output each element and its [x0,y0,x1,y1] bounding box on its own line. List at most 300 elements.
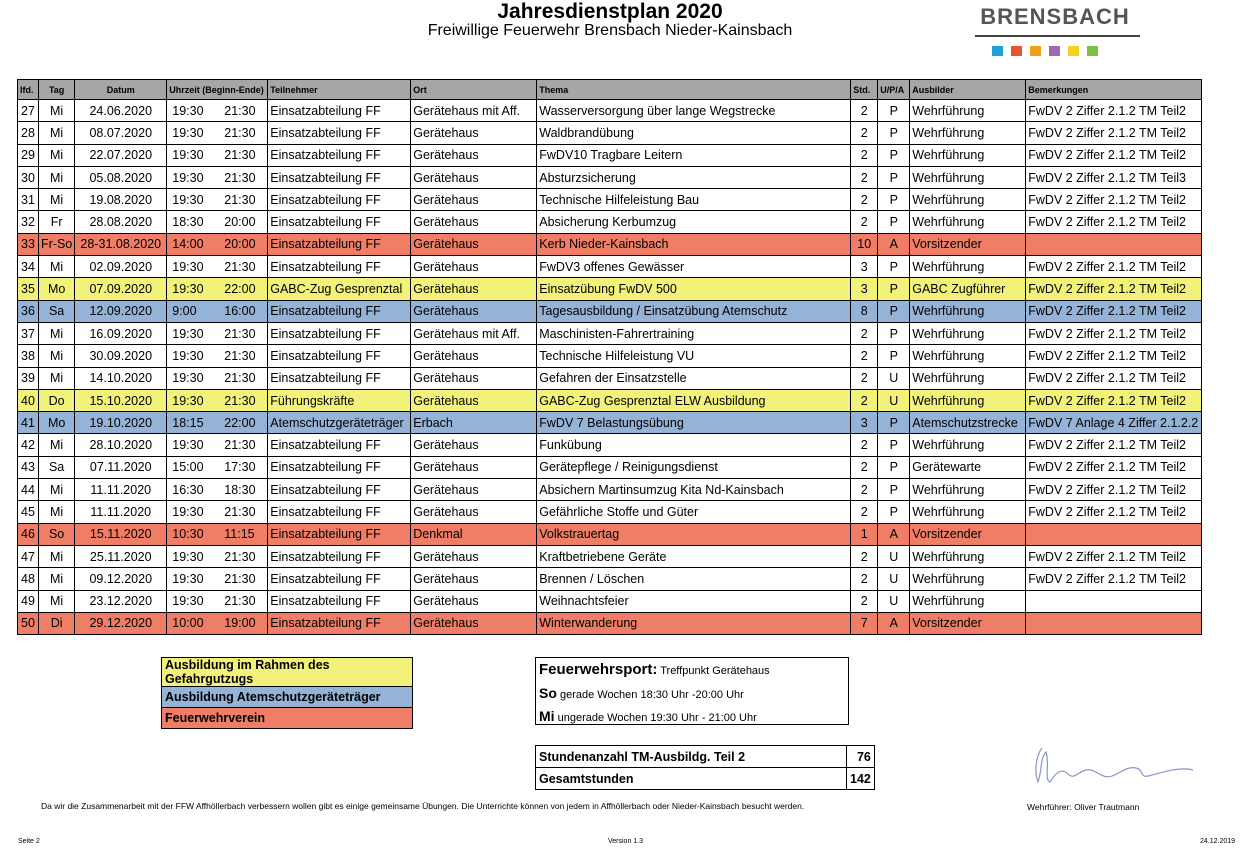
cell-uhrzeit [167,367,268,389]
cell-teilnehmer: Einsatzabteilung FF [268,211,411,233]
cell-datum: 19.10.2020 [75,412,167,434]
cell-lfd: 41 [18,412,39,434]
cell-bemerkung [1026,523,1202,545]
cell-ort: Erbach [411,412,537,434]
cell-upa: P [878,300,910,322]
cell-end-time: 20:00 [224,237,256,252]
cell-ort: Gerätehaus [411,612,537,634]
cell-std: 2 [851,590,878,612]
cell-lfd: 40 [18,389,39,411]
brensbach-logo [975,4,1145,56]
cell-teilnehmer: Einsatzabteilung FF [268,166,411,188]
cell-lfd: 50 [18,612,39,634]
cell-std: 10 [851,233,878,255]
table-row [18,345,1202,367]
cell-teilnehmer: Einsatzabteilung FF [268,479,411,501]
cell-tag: Mi [39,144,75,166]
cell-uhrzeit [167,278,268,300]
cell-upa: P [878,479,910,501]
schedule-table [17,79,1202,635]
cell-start-time: 19:30 [172,259,204,274]
table-row [18,501,1202,523]
cell-ausbilder: Atemschutzstrecke [910,412,1026,434]
sport-wednesday-label: Mi [539,708,555,724]
cell-teilnehmer: Einsatzabteilung FF [268,233,411,255]
cell-tag: Sa [39,456,75,478]
cell-lfd: 31 [18,189,39,211]
cell-thema: Technische Hilfeleistung VU [537,345,851,367]
cell-start-time: 19:30 [172,504,204,519]
cell-ausbilder: Wehrführung [910,590,1026,612]
cell-uhrzeit [167,322,268,344]
cell-bemerkung: FwDV 2 Ziffer 2.1.2 TM Teil2 [1026,122,1202,144]
cell-ausbilder: Wehrführung [910,568,1026,590]
cell-upa: P [878,122,910,144]
cell-thema: Winterwanderung [537,612,851,634]
cell-end-time: 18:30 [224,482,256,497]
cell-lfd: 47 [18,545,39,567]
cell-start-time: 9:00 [172,304,197,319]
cell-teilnehmer: Einsatzabteilung FF [268,456,411,478]
document-date: 24.12.2019 [1200,838,1236,845]
cell-uhrzeit [167,456,268,478]
cell-teilnehmer: Einsatzabteilung FF [268,545,411,567]
table-row [18,322,1202,344]
cell-datum: 22.07.2020 [75,144,167,166]
cell-datum: 29.12.2020 [75,612,167,634]
hours-total-label: Gesamtstunden [536,768,847,790]
cell-end-time: 21:30 [224,125,256,140]
table-row [18,612,1202,634]
cell-upa: P [878,456,910,478]
cell-tag: Fr [39,211,75,233]
cell-ort: Gerätehaus [411,122,537,144]
table-row [18,456,1202,478]
cell-end-time: 22:00 [224,415,256,430]
cell-uhrzeit [167,568,268,590]
cell-end-time: 16:00 [224,304,256,319]
cell-lfd: 33 [18,233,39,255]
cell-tag: Do [39,389,75,411]
document-title: Jahresdienstplan 2020 [497,0,723,23]
cell-start-time: 10:30 [172,527,204,542]
cell-teilnehmer: Atemschutzgeräteträger [268,412,411,434]
cell-ausbilder: Wehrführung [910,479,1026,501]
cell-ausbilder: Vorsitzender [910,523,1026,545]
hours-tm-label: Stundenanzahl TM-Ausbildg. Teil 2 [536,746,847,768]
cell-thema: Absichern Martinsumzug Kita Nd-Kainsbach [537,479,851,501]
cell-teilnehmer: Einsatzabteilung FF [268,367,411,389]
cell-thema: Absturzsicherung [537,166,851,188]
cell-start-time: 18:15 [172,415,204,430]
cell-lfd: 37 [18,322,39,344]
cell-end-time: 21:30 [224,393,256,408]
cell-ort: Gerätehaus [411,501,537,523]
cell-std: 3 [851,412,878,434]
cell-bemerkung: FwDV 2 Ziffer 2.1.2 TM Teil2 [1026,100,1202,122]
cell-end-time: 17:30 [224,460,256,475]
cell-lfd: 38 [18,345,39,367]
cell-uhrzeit [167,479,268,501]
cell-bemerkung: FwDV 2 Ziffer 2.1.2 TM Teil2 [1026,434,1202,456]
cell-lfd: 44 [18,479,39,501]
cell-end-time: 19:00 [224,616,256,631]
cell-end-time: 21:30 [224,170,256,185]
cell-ausbilder: Wehrführung [910,144,1026,166]
table-row [18,100,1202,122]
cell-lfd: 46 [18,523,39,545]
cell-uhrzeit [167,612,268,634]
cell-bemerkung: FwDV 2 Ziffer 2.1.2 TM Teil2 [1026,345,1202,367]
cell-uhrzeit [167,144,268,166]
cell-ausbilder: Wehrführung [910,434,1026,456]
cell-end-time: 21:30 [224,326,256,341]
cell-end-time: 21:30 [224,259,256,274]
cell-end-time: 20:00 [224,215,256,230]
cell-std: 3 [851,278,878,300]
cell-upa: U [878,590,910,612]
cell-std: 2 [851,479,878,501]
cell-bemerkung: FwDV 2 Ziffer 2.1.2 TM Teil2 [1026,568,1202,590]
cell-ausbilder: Wehrführung [910,300,1026,322]
cell-uhrzeit [167,590,268,612]
cell-std: 2 [851,211,878,233]
cell-ort: Gerätehaus [411,568,537,590]
cell-ausbilder: Wehrführung [910,211,1026,233]
logo-square [1011,46,1022,56]
cell-upa: P [878,100,910,122]
cell-uhrzeit [167,412,268,434]
cell-start-time: 19:30 [172,103,204,118]
cell-lfd: 43 [18,456,39,478]
hours-total-value: 142 [847,768,875,790]
cell-lfd: 32 [18,211,39,233]
logo-square [1049,46,1060,56]
cell-ausbilder: Wehrführung [910,367,1026,389]
cell-tag: Mi [39,166,75,188]
signature [1028,742,1198,787]
document-subtitle: Freiwillige Feuerwehr Brensbach Nieder-Kainsbach [427,22,793,39]
cell-tag: Mi [39,434,75,456]
col-header-teilnehmer: Teilnehmer [268,80,411,100]
cell-std: 2 [851,189,878,211]
table-row [18,434,1202,456]
cell-upa: P [878,166,910,188]
cell-teilnehmer: Einsatzabteilung FF [268,434,411,456]
cell-upa: P [878,278,910,300]
cell-end-time: 21:30 [224,371,256,386]
cell-ort: Gerätehaus [411,233,537,255]
sport-heading [539,661,770,678]
logo-color-squares [992,46,1098,56]
cell-uhrzeit [167,256,268,278]
cell-lfd: 30 [18,166,39,188]
col-header-ausbilder: Ausbilder [910,80,1026,100]
cell-ort: Gerätehaus [411,590,537,612]
cell-bemerkung [1026,590,1202,612]
cell-ort: Gerätehaus [411,256,537,278]
logo-square [1068,46,1079,56]
cell-thema: GABC-Zug Gesprenztal ELW Ausbildung [537,389,851,411]
sport-sunday-label: So [539,685,557,701]
table-row [18,211,1202,233]
cell-bemerkung: FwDV 2 Ziffer 2.1.2 TM Teil2 [1026,479,1202,501]
cell-teilnehmer: Einsatzabteilung FF [268,590,411,612]
cell-upa: A [878,612,910,634]
cell-thema: Funkübung [537,434,851,456]
cell-std: 2 [851,367,878,389]
cell-ort: Gerätehaus mit Aff. [411,100,537,122]
table-row [18,590,1202,612]
cell-bemerkung [1026,233,1202,255]
footer-note: Da wir die Zusammenarbeit mit der FFW Affhöllerbach verbessern wollen gibt es einige gemeinsame Übungen. Die Unterrichte können von jedem in Affhöllerbach oder Nieder-Kainsbach besucht werden. [41,801,805,811]
cell-upa: A [878,523,910,545]
cell-tag: So [39,523,75,545]
hours-row-total [536,768,875,790]
cell-tag: Di [39,612,75,634]
cell-teilnehmer: Einsatzabteilung FF [268,501,411,523]
cell-std: 7 [851,612,878,634]
cell-ort: Gerätehaus [411,545,537,567]
cell-uhrzeit [167,233,268,255]
cell-ort: Gerätehaus [411,144,537,166]
cell-thema: Tagesausbildung / Einsatzübung Atemschutz [537,300,851,322]
cell-upa: P [878,256,910,278]
table-row [18,523,1202,545]
cell-tag: Mi [39,479,75,501]
table-row [18,122,1202,144]
cell-end-time: 22:00 [224,282,256,297]
cell-std: 2 [851,568,878,590]
cell-thema: Weihnachtsfeier [537,590,851,612]
cell-start-time: 19:30 [172,594,204,609]
table-row [18,568,1202,590]
legend-item-feuerwehrverein: Feuerwehrverein [162,708,413,729]
cell-uhrzeit [167,389,268,411]
cell-std: 2 [851,501,878,523]
cell-tag: Mi [39,189,75,211]
version-label: Version 1.3 [608,838,644,845]
sport-sunday-line [539,685,744,701]
cell-teilnehmer: Einsatzabteilung FF [268,523,411,545]
cell-std: 8 [851,300,878,322]
cell-datum: 23.12.2020 [75,590,167,612]
cell-uhrzeit [167,523,268,545]
cell-upa: P [878,434,910,456]
cell-thema: Technische Hilfeleistung Bau [537,189,851,211]
cell-bemerkung: FwDV 2 Ziffer 2.1.2 TM Teil2 [1026,300,1202,322]
table-row [18,233,1202,255]
cell-bemerkung: FwDV 2 Ziffer 2.1.2 TM Teil2 [1026,545,1202,567]
cell-bemerkung: FwDV 2 Ziffer 2.1.2 TM Teil2 [1026,189,1202,211]
cell-end-time: 21:30 [224,348,256,363]
cell-tag: Mi [39,501,75,523]
cell-uhrzeit [167,434,268,456]
cell-datum: 24.06.2020 [75,100,167,122]
table-row [18,189,1202,211]
cell-ausbilder: Vorsitzender [910,233,1026,255]
footer-wehrfuehrer: Wehrführer: Oliver Trautmann [1027,802,1140,812]
cell-teilnehmer: GABC-Zug Gesprenztal [268,278,411,300]
cell-uhrzeit [167,300,268,322]
cell-teilnehmer: Einsatzabteilung FF [268,256,411,278]
cell-start-time: 14:00 [172,237,204,252]
col-header-tag: Tag [39,80,75,100]
cell-uhrzeit [167,166,268,188]
cell-start-time: 18:30 [172,215,204,230]
table-header-row [18,80,1202,100]
table-row [18,412,1202,434]
cell-end-time: 21:30 [224,504,256,519]
cell-tag: Fr-So [39,233,75,255]
cell-lfd: 42 [18,434,39,456]
col-header-thema: Thema [537,80,851,100]
cell-tag: Mi [39,100,75,122]
cell-teilnehmer: Einsatzabteilung FF [268,100,411,122]
cell-std: 3 [851,256,878,278]
table-row [18,300,1202,322]
table-row [18,166,1202,188]
cell-thema: Brennen / Löschen [537,568,851,590]
cell-start-time: 19:30 [172,549,204,564]
cell-teilnehmer: Einsatzabteilung FF [268,144,411,166]
cell-datum: 28.10.2020 [75,434,167,456]
cell-end-time: 11:15 [224,527,255,542]
cell-upa: P [878,189,910,211]
cell-ausbilder: Wehrführung [910,322,1026,344]
cell-teilnehmer: Einsatzabteilung FF [268,189,411,211]
cell-bemerkung [1026,612,1202,634]
cell-start-time: 19:30 [172,393,204,408]
table-row [18,389,1202,411]
cell-teilnehmer: Führungskräfte [268,389,411,411]
cell-uhrzeit [167,345,268,367]
sport-wednesday-text: ungerade Wochen 19:30 Uhr - 21:00 Uhr [557,712,757,724]
logo-square [992,46,1003,56]
cell-ausbilder: Vorsitzender [910,612,1026,634]
cell-thema: Wasserversorgung über lange Wegstrecke [537,100,851,122]
cell-tag: Mo [39,412,75,434]
cell-ausbilder: Wehrführung [910,100,1026,122]
cell-end-time: 21:30 [224,148,256,163]
cell-upa: P [878,144,910,166]
logo-square [1030,46,1041,56]
cell-ort: Gerätehaus [411,479,537,501]
cell-tag: Sa [39,300,75,322]
table-row [18,256,1202,278]
cell-uhrzeit [167,501,268,523]
cell-bemerkung: FwDV 2 Ziffer 2.1.2 TM Teil3 [1026,166,1202,188]
sport-wednesday-line [539,708,757,724]
table-row [18,278,1202,300]
cell-lfd: 34 [18,256,39,278]
col-header-upa: U/P/A [878,80,910,100]
cell-datum: 08.07.2020 [75,122,167,144]
cell-upa: P [878,345,910,367]
cell-tag: Mi [39,568,75,590]
cell-thema: Waldbrandübung [537,122,851,144]
cell-lfd: 28 [18,122,39,144]
cell-start-time: 19:30 [172,148,204,163]
cell-start-time: 19:30 [172,348,204,363]
cell-bemerkung: FwDV 2 Ziffer 2.1.2 TM Teil2 [1026,389,1202,411]
cell-thema: Kerb Nieder-Kainsbach [537,233,851,255]
cell-start-time: 19:30 [172,125,204,140]
cell-teilnehmer: Einsatzabteilung FF [268,322,411,344]
cell-tag: Mi [39,345,75,367]
cell-upa: P [878,211,910,233]
cell-upa: P [878,501,910,523]
cell-thema: Volkstrauertag [537,523,851,545]
cell-end-time: 21:30 [224,549,256,564]
cell-bemerkung: FwDV 2 Ziffer 2.1.2 TM Teil2 [1026,501,1202,523]
cell-bemerkung: FwDV 2 Ziffer 2.1.2 TM Teil2 [1026,278,1202,300]
cell-datum: 07.11.2020 [75,456,167,478]
cell-ausbilder: Wehrführung [910,166,1026,188]
cell-ort: Gerätehaus [411,456,537,478]
cell-tag: Mi [39,590,75,612]
table-row [18,479,1202,501]
hours-row-tm [536,746,875,768]
cell-bemerkung: FwDV 2 Ziffer 2.1.2 TM Teil2 [1026,367,1202,389]
table-row [18,545,1202,567]
cell-datum: 09.12.2020 [75,568,167,590]
hours-summary [535,745,875,790]
cell-lfd: 35 [18,278,39,300]
cell-ort: Gerätehaus [411,166,537,188]
cell-teilnehmer: Einsatzabteilung FF [268,345,411,367]
cell-tag: Mo [39,278,75,300]
cell-lfd: 49 [18,590,39,612]
logo-text: BRENSBACH [980,4,1130,29]
cell-ort: Gerätehaus [411,278,537,300]
cell-start-time: 15:00 [172,460,204,475]
cell-std: 2 [851,389,878,411]
cell-std: 2 [851,100,878,122]
cell-datum: 28.08.2020 [75,211,167,233]
cell-start-time: 19:30 [172,326,204,341]
cell-ausbilder: Wehrführung [910,189,1026,211]
cell-lfd: 27 [18,100,39,122]
cell-ausbilder: GABC Zugführer [910,278,1026,300]
cell-ort: Gerätehaus [411,300,537,322]
cell-teilnehmer: Einsatzabteilung FF [268,568,411,590]
cell-bemerkung: FwDV 7 Anlage 4 Ziffer 2.1.2.2 [1026,412,1202,434]
cell-thema: FwDV3 offenes Gewässer [537,256,851,278]
cell-end-time: 21:30 [224,192,256,207]
cell-ausbilder: Wehrführung [910,501,1026,523]
cell-upa: U [878,545,910,567]
col-header-ort: Ort [411,80,537,100]
cell-lfd: 39 [18,367,39,389]
cell-uhrzeit [167,189,268,211]
cell-tag: Mi [39,122,75,144]
cell-tag: Mi [39,256,75,278]
cell-datum: 07.09.2020 [75,278,167,300]
cell-thema: FwDV10 Tragbare Leitern [537,144,851,166]
cell-end-time: 21:30 [224,571,256,586]
col-header-bemerkungen: Bemerkungen [1026,80,1202,100]
cell-upa: P [878,412,910,434]
cell-std: 2 [851,345,878,367]
cell-teilnehmer: Einsatzabteilung FF [268,122,411,144]
page-number: Seite 2 [18,838,40,845]
cell-lfd: 36 [18,300,39,322]
sport-place: Treffpunkt Gerätehaus [660,665,770,677]
sport-sunday-text: gerade Wochen 18:30 Uhr -20:00 Uhr [559,689,744,701]
cell-bemerkung: FwDV 2 Ziffer 2.1.2 TM Teil2 [1026,144,1202,166]
cell-std: 2 [851,322,878,344]
